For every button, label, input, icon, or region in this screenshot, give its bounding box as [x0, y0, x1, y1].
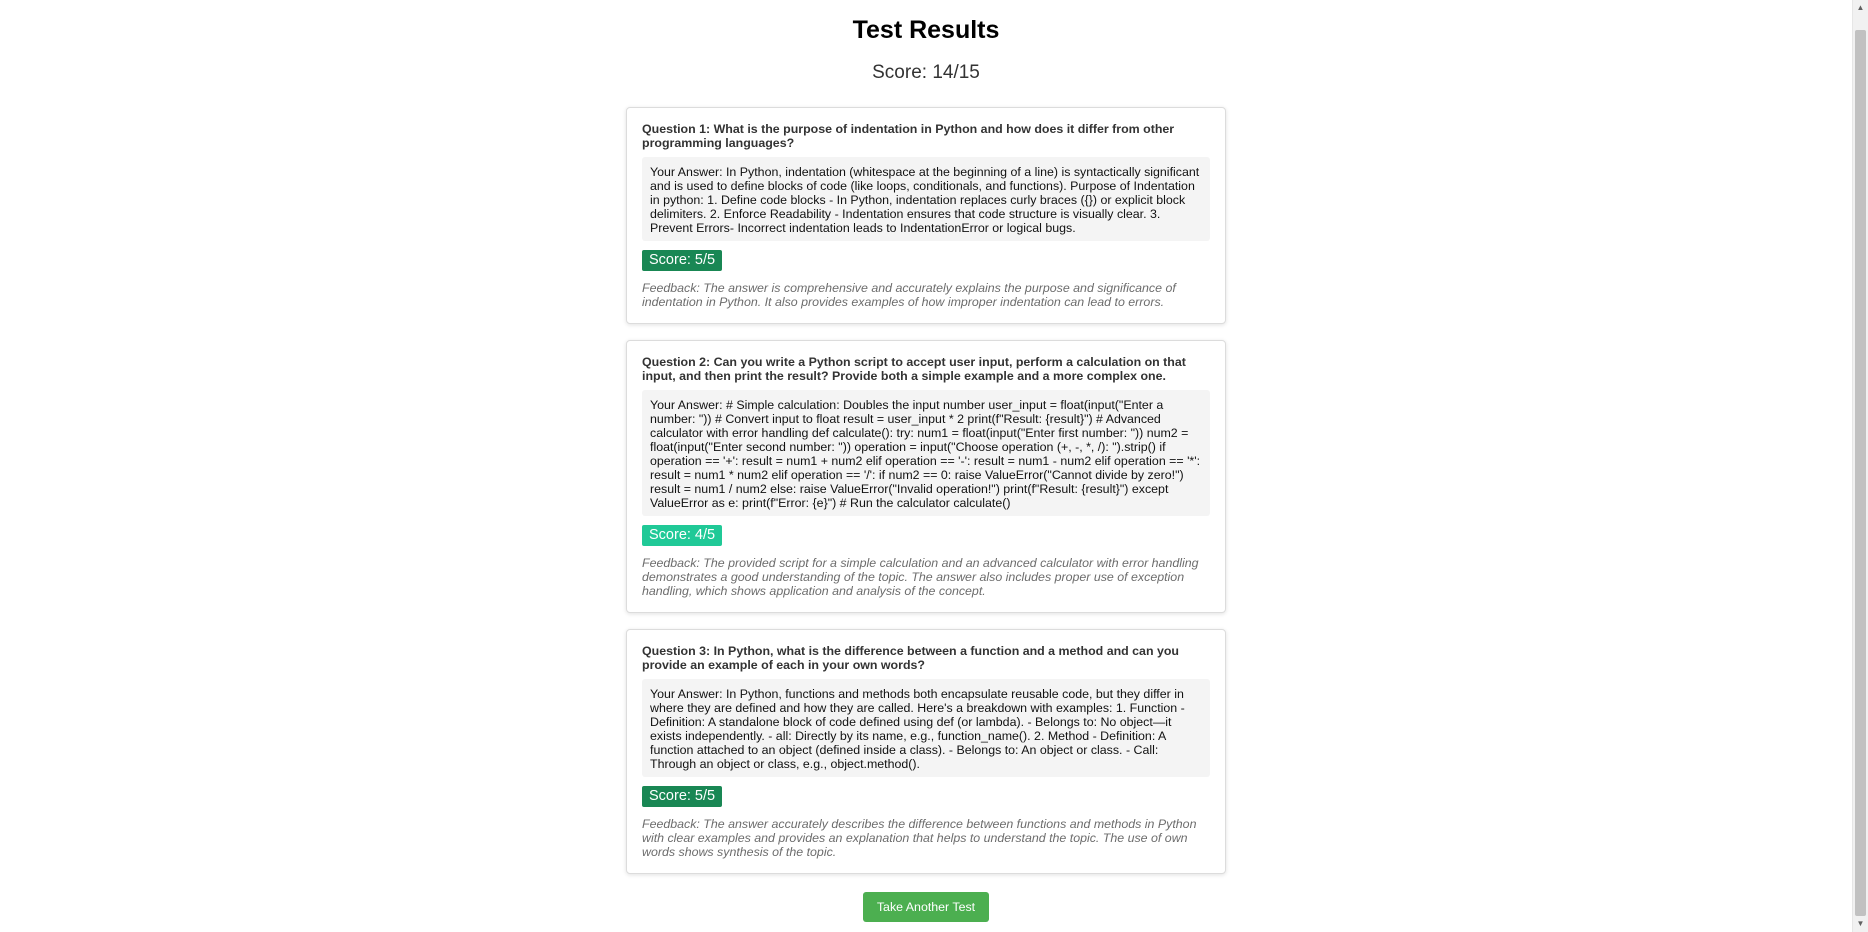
question-text: Question 2: Can you write a Python script to accept user input, perform a calculation on that input, and then print the result? Provide both a simple example and a more complex one.	[642, 355, 1186, 383]
feedback-text: Feedback: The answer is comprehensive and accurately explains the purpose and significance of indentation in Python. It also provides examples of how improper indentation can lead to errors.	[642, 281, 1176, 309]
scrollbar-thumb[interactable]	[1855, 30, 1866, 916]
score-badge: Score: 5/5	[642, 250, 722, 271]
question-text: Question 1: What is the purpose of indentation in Python and how does it differ from other programming languages?	[642, 122, 1175, 150]
score-badge: Score: 5/5	[642, 786, 722, 807]
scroll-down-arrow-icon[interactable]: ▼	[1856, 919, 1865, 928]
vertical-scrollbar[interactable]	[1852, 0, 1868, 932]
feedback-text: Feedback: The provided script for a simple calculation and an advanced calculator with error handling demonstrates a good understanding of the topic. The answer also includes proper use of exception handling, which shows application and analysis of the concept.	[642, 556, 1199, 598]
question-card-1	[626, 107, 1226, 324]
question-list	[626, 107, 1226, 890]
question-text: Question 3: In Python, what is the difference between a function and a method and can you provide an example of each in your own words?	[642, 644, 1179, 672]
question-card-2	[626, 340, 1226, 613]
answer-text: Your Answer: In Python, indentation (whitespace at the beginning of a line) is syntactically significant and is used to define blocks of code (like loops, conditionals, and functions). Purpose of Indentation in python: 1. Define code blocks - In Python, indentation replaces curly braces ({}) or explicit block delimiters. 2. Enforce Readability - Indentation ensures that code structure is visually clear. 3. Prevent Errors- Incorrect indentation leads to IndentationError or logical bugs.	[642, 157, 1210, 241]
feedback-text: Feedback: The answer accurately describes the difference between functions and methods in Python with clear examples and provides an explanation that helps to understand the topic. The use of own words shows synthesis of the topic.	[642, 817, 1197, 859]
score-badge: Score: 4/5	[642, 525, 722, 546]
scroll-up-arrow-icon[interactable]: ▲	[1856, 3, 1865, 12]
answer-text: Your Answer: In Python, functions and methods both encapsulate reusable code, but they differ in where they are defined and how they are called. Here's a breakdown with examples: 1. Function - Definition: A standalone block of code defined using def (or lambda). - Belongs to: No object—it exists independently. - all: Directly by its name, e.g., function_name(). 2. Method - Definition: A function attached to an object (defined inside a class). - Belongs to: An object or class. - Call: Through an object or class, e.g., object.method().	[642, 679, 1210, 777]
page-title: Test Results	[852, 16, 1000, 44]
take-another-test-button[interactable]: Take Another Test	[863, 892, 989, 922]
question-card-3	[626, 629, 1226, 874]
overall-score: Score: 14/15	[872, 62, 980, 83]
answer-text: Your Answer: # Simple calculation: Doubles the input number user_input = float(input("Enter a number: ")) # Convert input to float result = user_input * 2 print(f"Result: {result}") # Advanced calculator with error handling def calculate(): try: num1 = float(input("Enter first number: ")) num2 = float(input("Enter second number: ")) operation = input("Choose operation (+, -, *, /): ").strip() if operation == '+': result = num1 + num2 elif operation == '-': result = num1 - num2 elif operation == '*': result = num1 * num2 elif operation == '/': if num2 == 0: raise ValueError("Cannot divide by zero!") result = num1 / num2 else: raise ValueError("Invalid operation!") print(f"Result: {result}") except ValueError as e: print(f"Error: {e}") # Run the calculator calculate()	[642, 390, 1210, 516]
retake-container	[0, 892, 1852, 922]
